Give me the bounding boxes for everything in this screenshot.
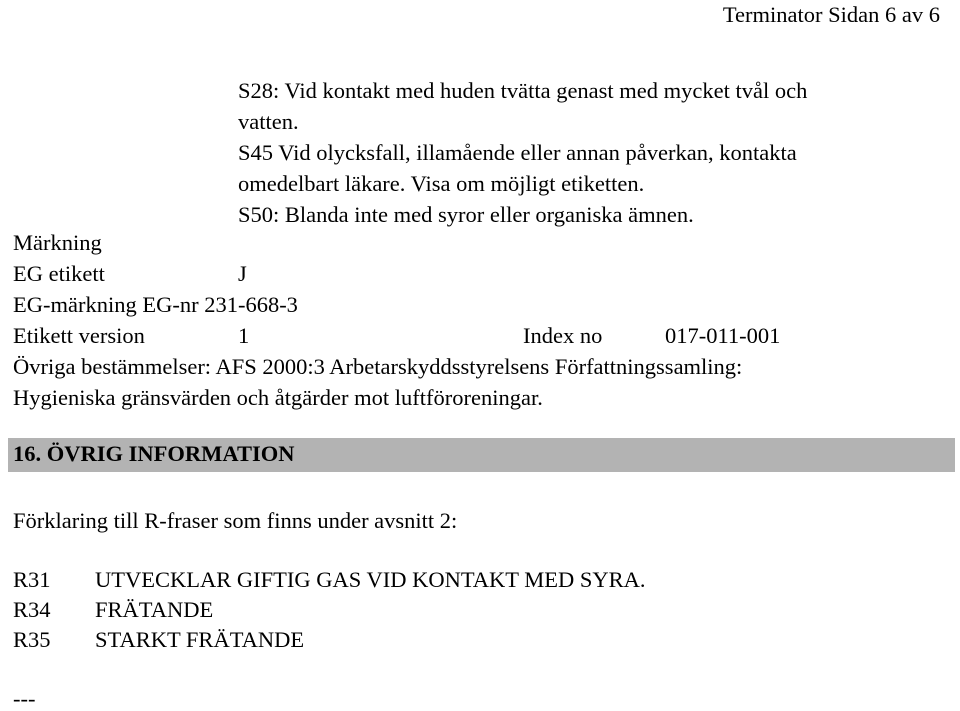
safety-phrase-s45: S45 Vid olycksfall, illamående eller annan påverkan, kontakta [238,140,797,165]
r-phrase-text: FRÄTANDE [95,597,214,622]
r-phrase-code: R31 [13,567,51,592]
r-phrase-code: R34 [13,597,51,622]
safety-phrase-s50: S50: Blanda inte med syror eller organiska ämnen. [238,202,694,227]
other-rules-line2: Hygieniska gränsvärden och åtgärder mot luftföroreningar. [13,385,543,410]
r-phrase-code: R35 [13,627,51,652]
section-16-title: 16. ÖVRIG INFORMATION [13,441,295,466]
label-version-value: 1 [238,323,250,348]
other-rules-line1: Övriga bestämmelser: AFS 2000:3 Arbetarskyddsstyrelsens Författningssamling: [13,354,743,379]
index-value: 017-011-001 [665,323,781,348]
r-phrases-intro: Förklaring till R-fraser som finns under avsnitt 2: [13,508,458,533]
safety-phrase-s28: S28: Vid kontakt med huden tvätta genast med mycket tvål och [238,78,808,103]
r-phrase-text: UTVECKLAR GIFTIG GAS VID KONTAKT MED SYRA. [95,567,646,592]
eg-label-value: J [238,261,247,286]
page-header: Terminator Sidan 6 av 6 [722,2,940,27]
safety-phrase-s45-cont: omedelbart läkare. Visa om möjligt etiketten. [238,171,645,196]
eg-marking: EG-märkning EG-nr 231-668-3 [13,292,298,317]
eg-label-key: EG etikett [13,261,105,286]
index-key: Index no [523,323,603,348]
end-marker: --- [13,686,36,711]
r-phrase-text: STARKT FRÄTANDE [95,627,305,652]
safety-phrase-s28-cont: vatten. [238,109,299,134]
label-version-key: Etikett version [13,323,145,348]
labeling-heading: Märkning [13,230,102,255]
